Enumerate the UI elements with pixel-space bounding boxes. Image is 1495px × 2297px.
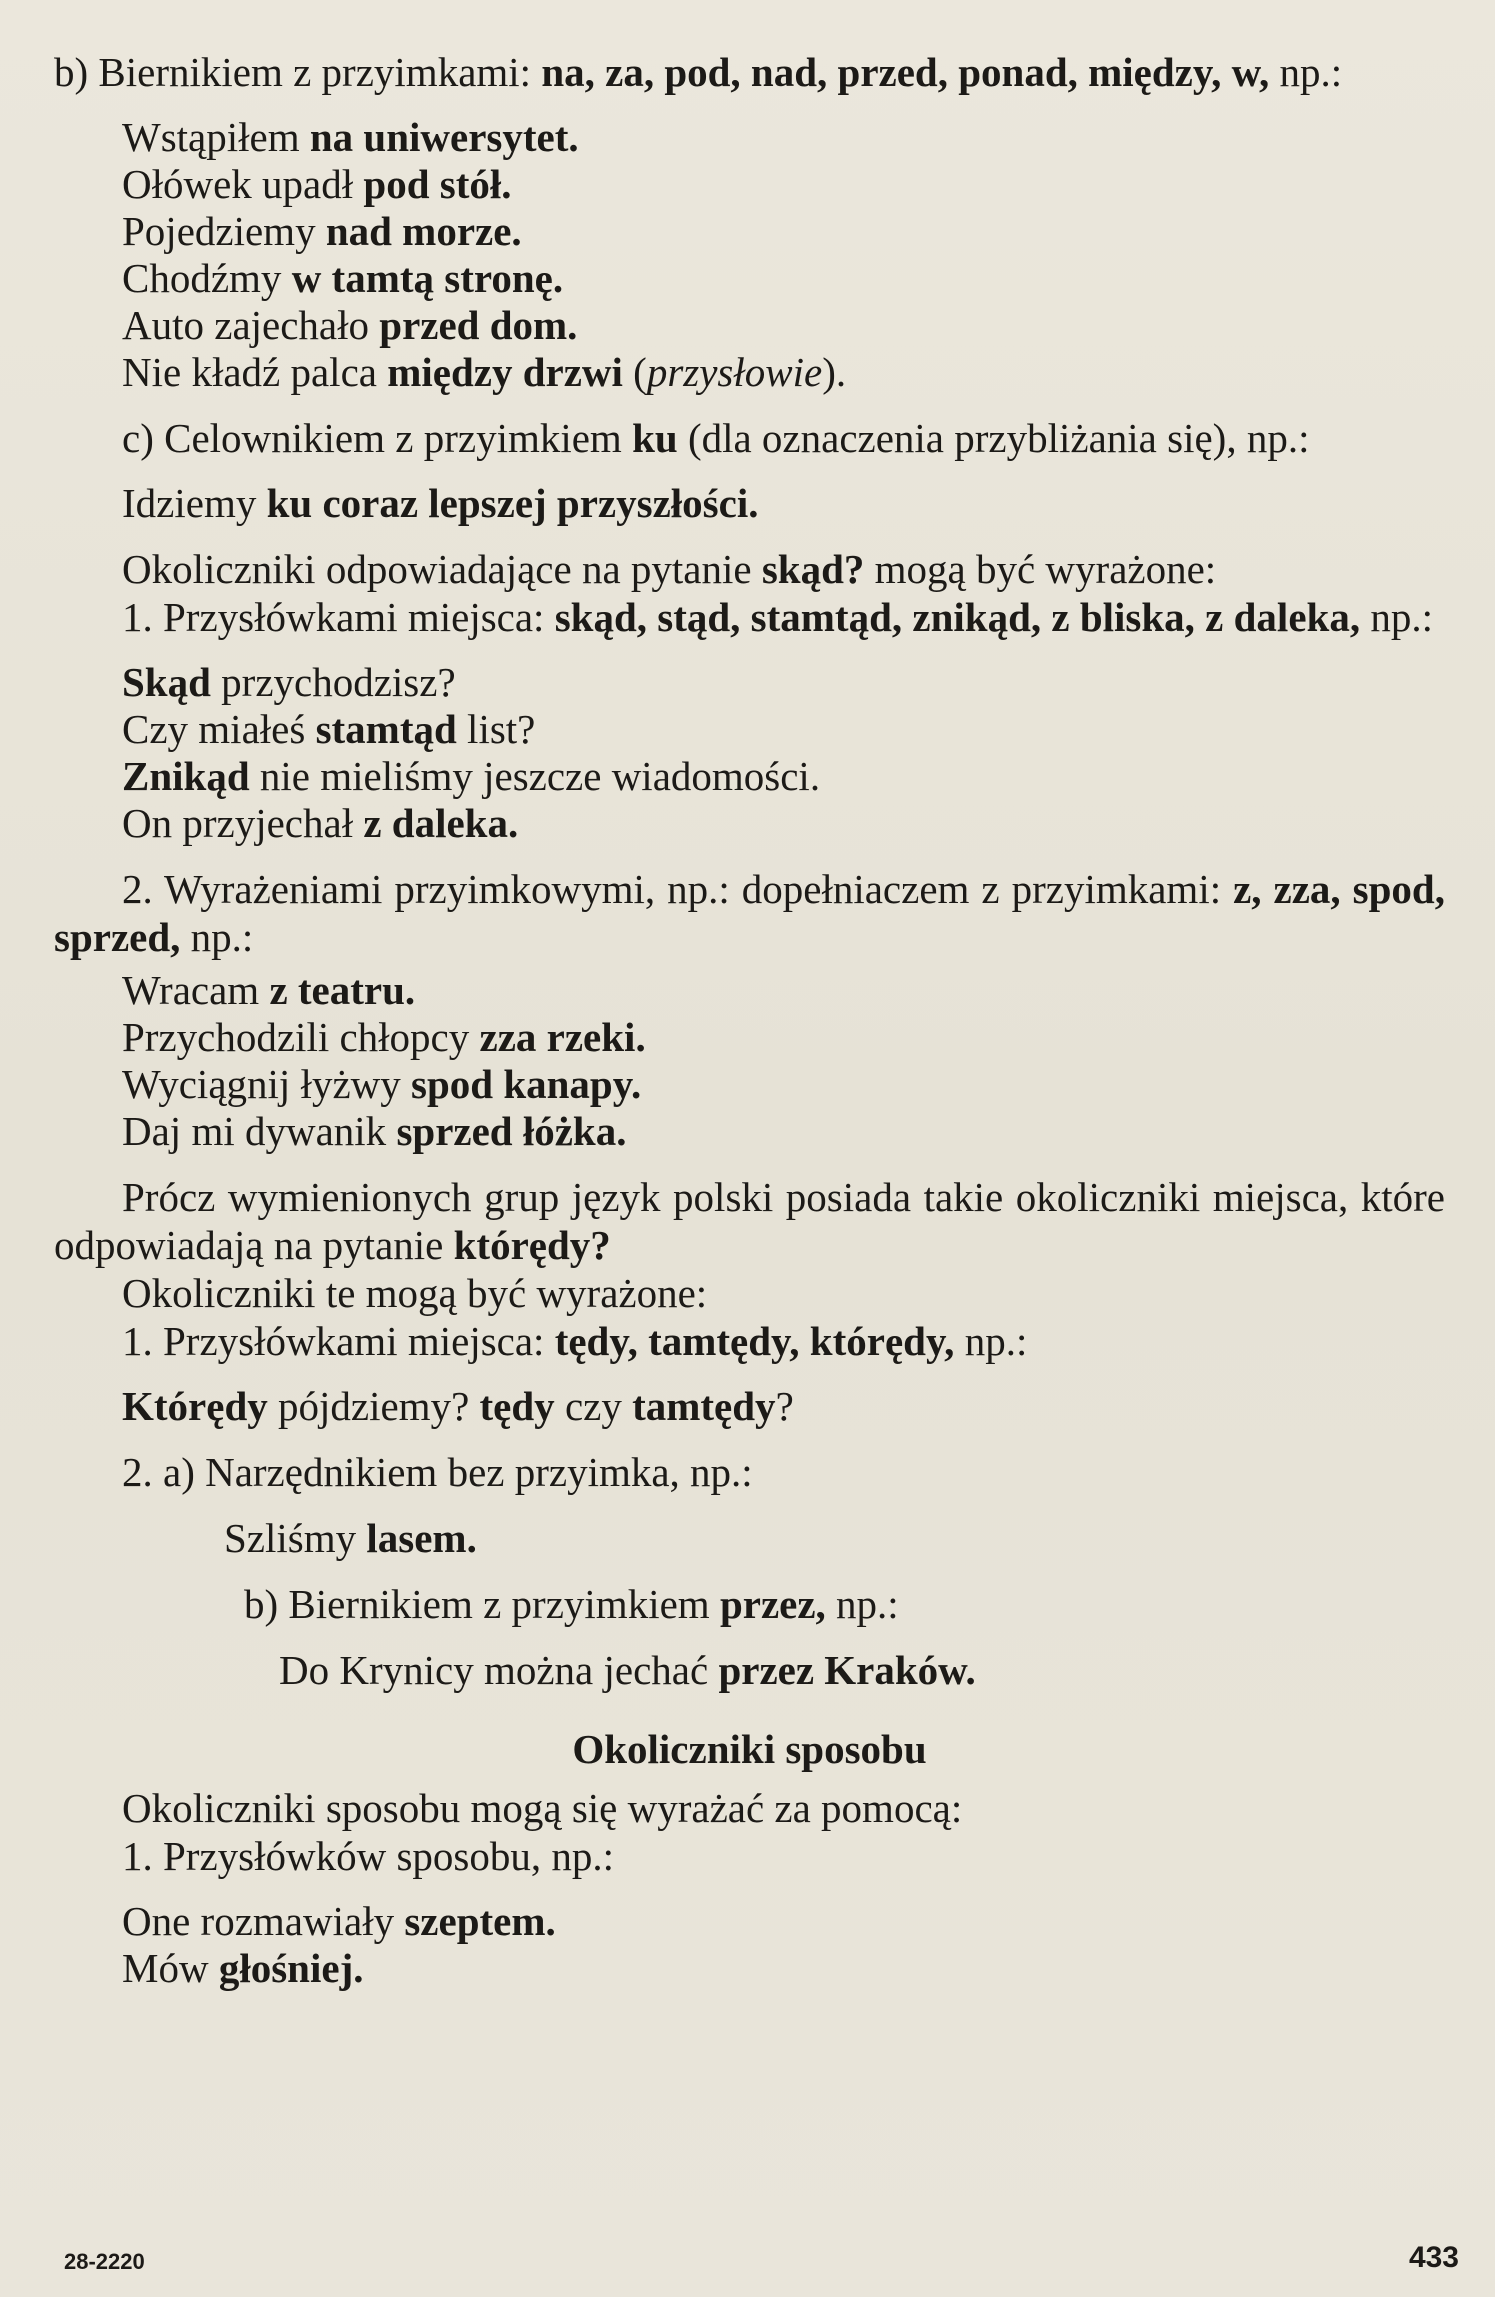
paragraph-celownik: c) Celownikiem z przyimkiem ku (dla oznaczenia przybliżania się), np.: xyxy=(122,415,1310,461)
example-line: Wstąpiłem na uniwersytet. xyxy=(122,114,579,160)
examples-8 xyxy=(54,1898,1445,1992)
section-heading: Okoliczniki sposobu xyxy=(572,1726,927,1772)
examples-4 xyxy=(54,967,1445,1155)
paragraph-sposobu: Okoliczniki sposobu mogą się wyrażać za pomocą: xyxy=(122,1785,963,1831)
example-line: Idziemy ku coraz lepszej przyszłości. xyxy=(122,480,759,526)
text: b) Biernikiem z przyimkami: xyxy=(54,49,542,95)
paragraph-biernik xyxy=(54,48,1445,96)
paragraph-przyslowki-2: 1. Przysłówkami miejsca: tędy, tamtędy, którędy, np.: xyxy=(122,1318,1028,1364)
example-line: Daj mi dywanik sprzed łóżka. xyxy=(122,1108,627,1154)
paragraph-narzednik: 2. a) Narzędnikiem bez przyimka, np.: xyxy=(122,1449,753,1495)
examples-5 xyxy=(54,1383,1445,1430)
examples-3 xyxy=(54,659,1445,847)
example-line: Pojedziemy nad morze. xyxy=(122,208,522,254)
example-line: Wracam z teatru. xyxy=(122,967,416,1013)
example-line: On przyjechał z daleka. xyxy=(122,800,519,846)
paragraph-przyslowki: 1. Przysłówkami miejsca: skąd, stąd, stamtąd, znikąd, z bliska, z daleka, np.: xyxy=(122,594,1433,640)
example-line: Mów głośniej. xyxy=(122,1945,364,1991)
page-footer xyxy=(64,2235,1459,2275)
example-line: Chodźmy w tamtą stronę. xyxy=(122,255,564,301)
example-line: One rozmawiały szeptem. xyxy=(122,1898,556,1944)
examples-7 xyxy=(54,1646,1445,1694)
paragraph-skad: Okoliczniki odpowiadające na pytanie skąd? mogą być wyrażone: xyxy=(122,546,1217,592)
bold-text: na, za, pod, nad, przed, ponad, między, w, xyxy=(541,49,1270,95)
example-line: Którędy pójdziemy? tędy czy tamtędy? xyxy=(122,1383,794,1429)
examples-2 xyxy=(54,480,1445,527)
examples-1 xyxy=(54,114,1445,396)
text: np.: xyxy=(1269,49,1343,95)
example-line: Do Krynicy można jechać przez Kraków. xyxy=(279,1647,976,1693)
paragraph-ktoredy: Prócz wymienionych grup język polski posiada takie okoliczniki miejsca, które odpowiadają na pytanie którędy? xyxy=(54,1174,1445,1268)
paragraph-wyrazenia: 2. Wyrażeniami przyimkowymi, np.: dopełniaczem z przyimkami: z, zza, spod, sprzed, np.: xyxy=(54,866,1445,960)
example-line: Nie kładź palca między drzwi (przysłowie). xyxy=(122,349,847,395)
example-line: Skąd przychodzisz? xyxy=(122,659,456,705)
example-line: Znikąd nie mieliśmy jeszcze wiadomości. xyxy=(122,753,821,799)
example-line: Szliśmy lasem. xyxy=(224,1515,477,1561)
paragraph-przez: b) Biernikiem z przyimkiem przez, np.: xyxy=(244,1581,899,1627)
example-line: Auto zajechało przed dom. xyxy=(122,302,578,348)
page-number: 433 xyxy=(1408,2241,1459,2274)
examples-6 xyxy=(54,1514,1445,1562)
example-line: Ołówek upadł pod stół. xyxy=(122,161,512,207)
example-line: Przychodzili chłopcy zza rzeki. xyxy=(122,1014,646,1060)
printer-signature: 28-2220 xyxy=(64,2249,145,2274)
example-line: Wyciągnij łyżwy spod kanapy. xyxy=(122,1061,642,1107)
paragraph-przyslowki-sposobu: 1. Przysłówków sposobu, np.: xyxy=(122,1833,615,1879)
example-line: Czy miałeś stamtąd list? xyxy=(122,706,536,752)
paragraph-wyrazone: Okoliczniki te mogą być wyrażone: xyxy=(122,1270,708,1316)
